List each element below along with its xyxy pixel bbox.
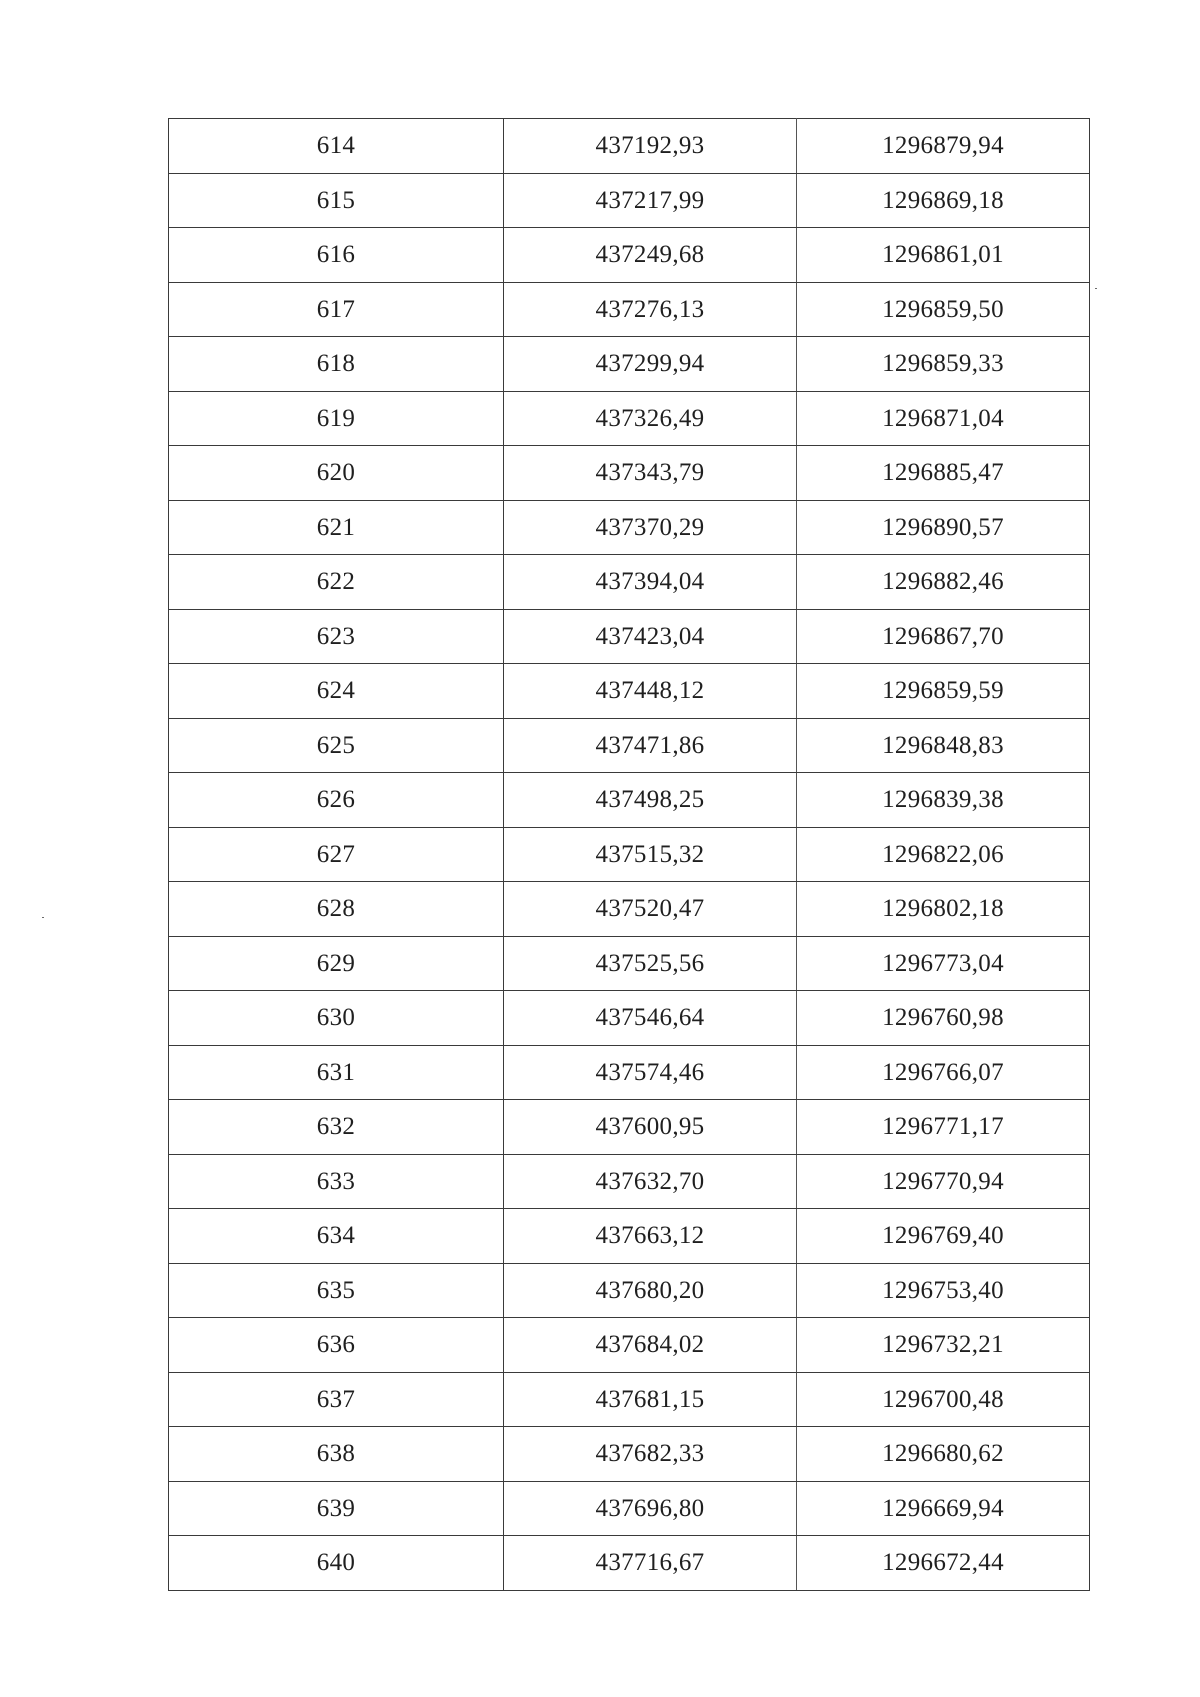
x-coordinate-cell: 437600,95: [504, 1100, 797, 1155]
table-row: [169, 228, 1090, 283]
y-coordinate-cell: 1296669,94: [797, 1481, 1090, 1536]
point-number-cell: 635: [169, 1263, 504, 1318]
point-number-cell: 624: [169, 664, 504, 719]
table-row: [169, 1045, 1090, 1100]
point-number-cell: 630: [169, 991, 504, 1046]
x-coordinate-cell: 437546,64: [504, 991, 797, 1046]
y-coordinate-cell: 1296753,40: [797, 1263, 1090, 1318]
y-coordinate-cell: 1296848,83: [797, 718, 1090, 773]
table-row: [169, 827, 1090, 882]
coordinates-table: [168, 118, 1090, 1591]
point-number-cell: 623: [169, 609, 504, 664]
x-coordinate-cell: 437394,04: [504, 555, 797, 610]
table-row: [169, 882, 1090, 937]
y-coordinate-cell: 1296822,06: [797, 827, 1090, 882]
x-coordinate-cell: 437299,94: [504, 337, 797, 392]
x-coordinate-cell: 437525,56: [504, 936, 797, 991]
table-row: [169, 1536, 1090, 1591]
table-row: [169, 1100, 1090, 1155]
table-row: [169, 1154, 1090, 1209]
point-number-cell: 617: [169, 282, 504, 337]
table-row: [169, 991, 1090, 1046]
table-row: [169, 773, 1090, 828]
x-coordinate-cell: 437276,13: [504, 282, 797, 337]
x-coordinate-cell: 437632,70: [504, 1154, 797, 1209]
y-coordinate-cell: 1296672,44: [797, 1536, 1090, 1591]
table-row: [169, 1209, 1090, 1264]
y-coordinate-cell: 1296766,07: [797, 1045, 1090, 1100]
table-row: [169, 609, 1090, 664]
y-coordinate-cell: 1296839,38: [797, 773, 1090, 828]
x-coordinate-cell: 437423,04: [504, 609, 797, 664]
y-coordinate-cell: 1296890,57: [797, 500, 1090, 555]
point-number-cell: 621: [169, 500, 504, 555]
point-number-cell: 619: [169, 391, 504, 446]
point-number-cell: 620: [169, 446, 504, 501]
y-coordinate-cell: 1296770,94: [797, 1154, 1090, 1209]
table-row: [169, 119, 1090, 174]
x-coordinate-cell: 437448,12: [504, 664, 797, 719]
point-number-cell: 626: [169, 773, 504, 828]
point-number-cell: 637: [169, 1372, 504, 1427]
y-coordinate-cell: 1296885,47: [797, 446, 1090, 501]
x-coordinate-cell: 437217,99: [504, 173, 797, 228]
point-number-cell: 629: [169, 936, 504, 991]
point-number-cell: 615: [169, 173, 504, 228]
x-coordinate-cell: 437716,67: [504, 1536, 797, 1591]
table-row: [169, 1427, 1090, 1482]
x-coordinate-cell: 437471,86: [504, 718, 797, 773]
point-number-cell: 625: [169, 718, 504, 773]
x-coordinate-cell: 437370,29: [504, 500, 797, 555]
point-number-cell: 634: [169, 1209, 504, 1264]
table-row: [169, 1263, 1090, 1318]
y-coordinate-cell: 1296859,59: [797, 664, 1090, 719]
point-number-cell: 622: [169, 555, 504, 610]
y-coordinate-cell: 1296861,01: [797, 228, 1090, 283]
x-coordinate-cell: 437249,68: [504, 228, 797, 283]
x-coordinate-cell: 437682,33: [504, 1427, 797, 1482]
table-row: [169, 1481, 1090, 1536]
scan-speck: [1095, 288, 1097, 289]
point-number-cell: 636: [169, 1318, 504, 1373]
table-row: [169, 936, 1090, 991]
x-coordinate-cell: 437515,32: [504, 827, 797, 882]
point-number-cell: 632: [169, 1100, 504, 1155]
point-number-cell: 627: [169, 827, 504, 882]
x-coordinate-cell: 437520,47: [504, 882, 797, 937]
y-coordinate-cell: 1296802,18: [797, 882, 1090, 937]
point-number-cell: 628: [169, 882, 504, 937]
x-coordinate-cell: 437343,79: [504, 446, 797, 501]
table-row: [169, 282, 1090, 337]
x-coordinate-cell: 437684,02: [504, 1318, 797, 1373]
table-row: [169, 500, 1090, 555]
y-coordinate-cell: 1296771,17: [797, 1100, 1090, 1155]
x-coordinate-cell: 437326,49: [504, 391, 797, 446]
y-coordinate-cell: 1296760,98: [797, 991, 1090, 1046]
point-number-cell: 638: [169, 1427, 504, 1482]
point-number-cell: 633: [169, 1154, 504, 1209]
point-number-cell: 631: [169, 1045, 504, 1100]
x-coordinate-cell: 437696,80: [504, 1481, 797, 1536]
y-coordinate-cell: 1296882,46: [797, 555, 1090, 610]
table-row: [169, 173, 1090, 228]
y-coordinate-cell: 1296869,18: [797, 173, 1090, 228]
table-row: [169, 664, 1090, 719]
x-coordinate-cell: 437663,12: [504, 1209, 797, 1264]
y-coordinate-cell: 1296871,04: [797, 391, 1090, 446]
x-coordinate-cell: 437574,46: [504, 1045, 797, 1100]
point-number-cell: 616: [169, 228, 504, 283]
point-number-cell: 614: [169, 119, 504, 174]
x-coordinate-cell: 437192,93: [504, 119, 797, 174]
table-row: [169, 555, 1090, 610]
coordinates-table-body: [169, 119, 1090, 1591]
y-coordinate-cell: 1296859,50: [797, 282, 1090, 337]
y-coordinate-cell: 1296859,33: [797, 337, 1090, 392]
y-coordinate-cell: 1296769,40: [797, 1209, 1090, 1264]
x-coordinate-cell: 437681,15: [504, 1372, 797, 1427]
y-coordinate-cell: 1296700,48: [797, 1372, 1090, 1427]
table-row: [169, 1372, 1090, 1427]
table-row: [169, 718, 1090, 773]
table-row: [169, 1318, 1090, 1373]
table-row: [169, 337, 1090, 392]
x-coordinate-cell: 437498,25: [504, 773, 797, 828]
table-row: [169, 391, 1090, 446]
table-row: [169, 446, 1090, 501]
point-number-cell: 618: [169, 337, 504, 392]
y-coordinate-cell: 1296732,21: [797, 1318, 1090, 1373]
y-coordinate-cell: 1296867,70: [797, 609, 1090, 664]
scan-speck: [42, 917, 44, 918]
y-coordinate-cell: 1296879,94: [797, 119, 1090, 174]
y-coordinate-cell: 1296773,04: [797, 936, 1090, 991]
x-coordinate-cell: 437680,20: [504, 1263, 797, 1318]
y-coordinate-cell: 1296680,62: [797, 1427, 1090, 1482]
point-number-cell: 639: [169, 1481, 504, 1536]
point-number-cell: 640: [169, 1536, 504, 1591]
